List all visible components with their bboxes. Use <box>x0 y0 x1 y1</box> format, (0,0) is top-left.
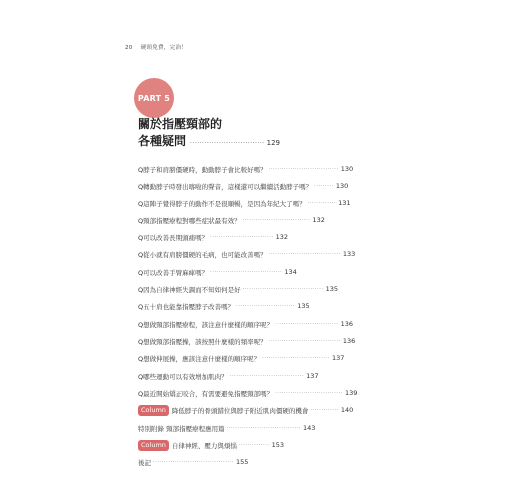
part-page: 129 <box>266 139 281 147</box>
toc-item-page: 130 <box>340 165 354 173</box>
column-badge: Column <box>138 405 169 416</box>
toc-item-page: 153 <box>271 441 284 449</box>
toc-item-page: 132 <box>312 216 325 224</box>
leader-dots: ································· <box>268 338 341 344</box>
leader-dots: ·································· <box>229 373 305 379</box>
toc-item-title: Q頸部指壓療程對哪些症狀最有效？ <box>138 216 241 225</box>
toc-item-title: Q想做伸展操，應該注意什麼樣的順序呢？ <box>138 354 261 363</box>
leader-dots: ·············· <box>238 442 270 448</box>
leader-dots: ······························· <box>262 355 330 361</box>
part-title-line2-row <box>138 133 280 152</box>
leader-dots: ············· <box>310 407 339 413</box>
page-number: 20 <box>125 45 133 51</box>
toc-item-page: 140 <box>340 406 354 414</box>
toc-item[interactable] <box>138 181 348 191</box>
book-title: 硬頸免費，完治！ <box>140 45 188 51</box>
toc-item-page: 137 <box>306 372 319 380</box>
toc-item-title: Q從小就有肩膀僵硬的毛病，也可能改善嗎？ <box>138 250 267 259</box>
toc-item[interactable] <box>138 353 344 363</box>
toc-item-title: Q脖子和肩膀僵硬時，動動脖子會比較好嗎？ <box>138 165 267 174</box>
toc-item[interactable] <box>138 423 315 433</box>
leader-dots: ································· <box>268 251 341 257</box>
toc-item-title: Q最近開始矯正咬合，有需要避免指壓頸部嗎？ <box>138 389 274 398</box>
leader-dots: ································ <box>268 166 339 172</box>
toc-item[interactable] <box>138 301 310 311</box>
part-badge <box>134 78 174 118</box>
toc-item[interactable] <box>138 198 351 208</box>
part-leader-dots: ······························· <box>190 140 265 147</box>
toc-item-page: 137 <box>332 354 345 362</box>
toc-item[interactable] <box>138 267 297 277</box>
running-head <box>125 43 187 51</box>
toc-item[interactable] <box>138 319 353 329</box>
leader-dots: ································· <box>210 269 283 275</box>
leader-dots: ····································· <box>242 286 324 292</box>
toc-item-page: 139 <box>345 389 358 397</box>
leader-dots: ····································· <box>153 459 235 465</box>
toc-item-title: Q想做頸部指壓療程，該注意什麼樣的順序呢？ <box>138 320 274 329</box>
toc-item-page: 143 <box>303 424 316 432</box>
toc-item[interactable] <box>138 440 284 450</box>
toc-item[interactable] <box>138 371 319 381</box>
toc-item[interactable] <box>138 336 355 346</box>
toc-item-page: 135 <box>297 302 310 310</box>
toc-item-title: Q轉動脖子時發出喀啦的聲音，這樣還可以繼續活動脖子嗎？ <box>138 182 313 191</box>
toc-item-page: 135 <box>325 285 339 293</box>
toc-item-title: Q因為自律神經失調而不知如何是好 <box>138 285 241 294</box>
toc-item-title: Q可以改善長期頭痛嗎？ <box>138 233 209 242</box>
toc-item-title: Q哪些運動可以有效增加肌肉？ <box>138 372 228 381</box>
leader-dots: ············· <box>307 200 337 206</box>
toc-item-page: 131 <box>338 199 351 207</box>
part-title <box>138 116 280 152</box>
toc-item-title: 降低脖子的骨頭錯位與脖子附近肌肉僵硬的機會 <box>171 406 309 415</box>
toc-item-page: 133 <box>342 250 356 258</box>
part-title-line2: 各種疑問 <box>138 134 187 148</box>
toc-item-page: 134 <box>284 268 297 276</box>
leader-dots: ······························· <box>275 390 343 396</box>
part-title-line1: 關於指壓頸部的 <box>138 117 223 131</box>
toc-item[interactable] <box>138 284 338 294</box>
leader-dots: ··························· <box>236 303 296 309</box>
toc-item-page: 136 <box>340 320 354 328</box>
toc-item[interactable] <box>138 215 325 225</box>
toc-item-page: 132 <box>275 233 289 241</box>
toc-item[interactable] <box>138 388 357 398</box>
toc-item-title: Q這陣子覺得脖子的動作不是很順暢，是因為年紀大了嗎？ <box>138 199 306 208</box>
toc-item-title: Q想做頸部指壓操，該按照什麼樣的頻率呢？ <box>138 337 267 346</box>
toc-item-title: Q五十肩也能靠指壓脖子改善嗎？ <box>138 302 235 311</box>
toc-item-title: 特別附錄 頸部指壓療程應用篇 <box>138 424 225 433</box>
toc-item-page: 155 <box>236 458 249 466</box>
leader-dots: ····························· <box>275 321 339 327</box>
leader-dots: ····························· <box>210 234 274 240</box>
column-badge: Column <box>138 440 169 451</box>
toc-item-title: Q可以改善手臂麻痺嗎？ <box>138 268 209 277</box>
toc-item-title: 後記 <box>138 458 151 467</box>
part-label: PART 5 <box>137 93 171 103</box>
toc-item[interactable] <box>138 164 353 174</box>
toc-item[interactable] <box>138 249 355 259</box>
toc-item-page: 130 <box>335 182 349 190</box>
toc-item[interactable] <box>138 405 353 415</box>
toc-item[interactable] <box>138 232 288 242</box>
leader-dots: ········· <box>314 183 334 189</box>
leader-dots: ·································· <box>226 425 302 431</box>
leader-dots: ······························· <box>242 217 311 223</box>
toc-item[interactable] <box>138 457 248 467</box>
toc-item-page: 136 <box>342 337 356 345</box>
toc-item-title: 自律神經、壓力與煩惱 <box>171 441 237 450</box>
